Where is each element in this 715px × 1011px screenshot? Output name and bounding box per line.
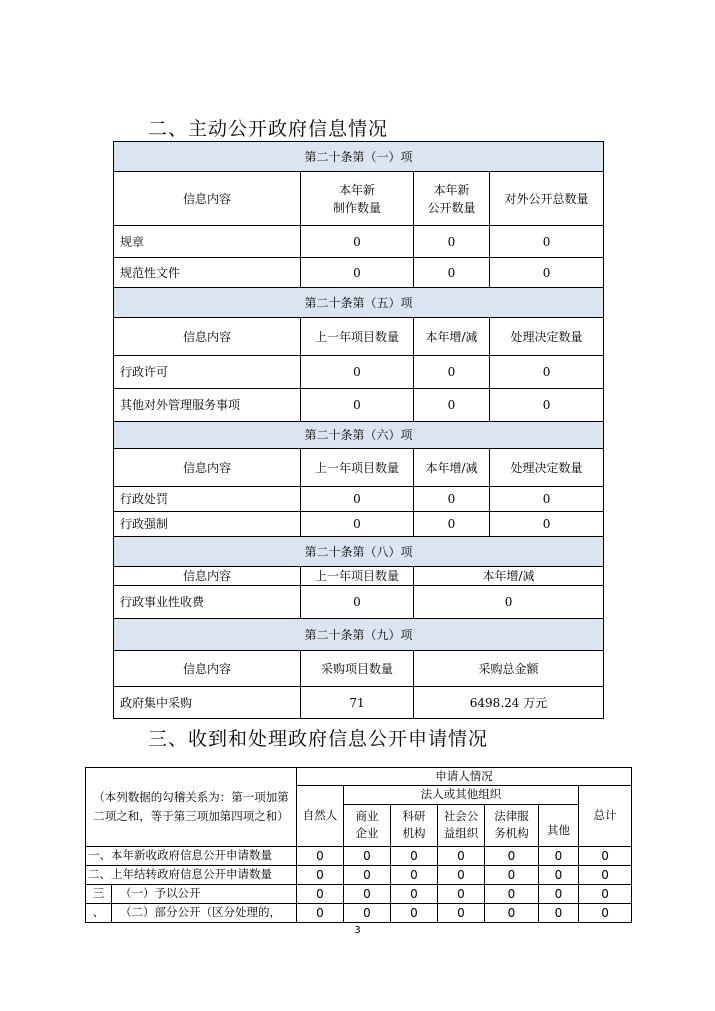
cell-value: 0 (414, 586, 604, 619)
col-header: 法律服 务机构 (485, 804, 539, 846)
cell-value: 0 (297, 846, 344, 865)
col-header: 信息内容 (114, 172, 301, 226)
application-statistics-table (85, 767, 632, 923)
section-2-title: 二、主动公开政府信息情况 (148, 118, 389, 140)
section-3-title: 三、收到和处理政府信息公开申请情况 (148, 728, 489, 750)
cell-value: 0 (539, 903, 579, 922)
cell-value: 0 (539, 884, 579, 903)
cell-value: 0 (391, 903, 438, 922)
proactive-disclosure-table (113, 141, 604, 719)
page-number: 3 (354, 925, 361, 936)
col-header: 上一年项目数量 (301, 567, 414, 586)
cell-value: 0 (301, 258, 414, 288)
cell-value: 0 (344, 884, 391, 903)
cell-value: 0 (301, 586, 414, 619)
cell-value: 0 (438, 846, 485, 865)
row-label: 行政事业性收费 (114, 586, 301, 619)
cell-value: 0 (301, 389, 414, 422)
cell-value: 0 (579, 884, 632, 903)
cell-value: 0 (297, 903, 344, 922)
row-label: 二、上年结转政府信息公开申请数量 (86, 865, 297, 884)
row-label: （二）部分公开（区分处理的， (112, 903, 297, 922)
col-header: 处理决定数量 (490, 318, 604, 356)
cell-value: 0 (490, 487, 604, 512)
row-label: 行政许可 (114, 356, 301, 389)
col-header: 本年增/减 (414, 318, 490, 356)
cell-value: 0 (391, 865, 438, 884)
cell-value: 0 (344, 846, 391, 865)
col-header: 上一年项目数量 (301, 318, 414, 356)
cell-value: 0 (301, 356, 414, 389)
cell-value: 0 (414, 226, 490, 258)
applicant-header: 申请人情况 (297, 768, 632, 786)
cell-value: 0 (301, 487, 414, 512)
row-label: 一、本年新收政府信息公开申请数量 (86, 846, 297, 865)
corner-note: （本列数据的勾稽关系为：第一项加第二项之和，等于第三项加第四项之和） (86, 768, 297, 847)
cell-value: 0 (579, 865, 632, 884)
legal-header: 法人或其他组织 (344, 786, 579, 804)
cell-value: 0 (391, 884, 438, 903)
col-header: 上一年项目数量 (301, 449, 414, 487)
col-header: 本年新 公开数量 (414, 172, 490, 226)
band-art1: 第二十条第（一）项 (114, 142, 604, 172)
col-header: 其他 (539, 804, 579, 846)
cell-value: 0 (579, 846, 632, 865)
col-header: 信息内容 (114, 651, 301, 687)
cell-value: 0 (301, 512, 414, 537)
col-header: 本年增/减 (414, 567, 604, 586)
row-label: 规范性文件 (114, 258, 301, 288)
cell-value: 0 (414, 356, 490, 389)
cell-value: 0 (438, 884, 485, 903)
row-label: 其他对外管理服务事项 (114, 389, 301, 422)
band-art8: 第二十条第（八）项 (114, 537, 604, 567)
cell-value: 0 (490, 258, 604, 288)
cell-value: 71 (301, 687, 414, 719)
cell-value: 0 (490, 226, 604, 258)
cell-value: 0 (414, 258, 490, 288)
col-header: 采购项目数量 (301, 651, 414, 687)
band-art9: 第二十条第（九）项 (114, 619, 604, 651)
cell-value: 0 (414, 487, 490, 512)
cell-value: 0 (301, 226, 414, 258)
natural-person-header: 自然人 (297, 786, 344, 846)
cell-value: 0 (485, 903, 539, 922)
cell-value: 0 (539, 865, 579, 884)
cell-value: 0 (490, 512, 604, 537)
cell-value: 0 (438, 865, 485, 884)
col-header: 商业 企业 (344, 804, 391, 846)
cell-value: 0 (391, 846, 438, 865)
cell-value: 0 (414, 512, 490, 537)
cell-value: 0 (490, 356, 604, 389)
col-header: 采购总金额 (414, 651, 604, 687)
row-label: 行政处罚 (114, 487, 301, 512)
col-header: 社会公 益组织 (438, 804, 485, 846)
cell-value: 0 (438, 903, 485, 922)
total-header: 总计 (579, 786, 632, 846)
cell-value: 0 (297, 865, 344, 884)
row-label: 规章 (114, 226, 301, 258)
row-side-label: 三 (86, 884, 112, 903)
row-label: 政府集中采购 (114, 687, 301, 719)
col-header: 信息内容 (114, 567, 301, 586)
cell-value: 0 (344, 865, 391, 884)
col-header: 信息内容 (114, 318, 301, 356)
cell-value: 0 (485, 865, 539, 884)
cell-value: 0 (297, 884, 344, 903)
cell-value: 0 (539, 846, 579, 865)
cell-value: 0 (485, 846, 539, 865)
row-label: （一）予以公开 (112, 884, 297, 903)
cell-value: 0 (485, 884, 539, 903)
col-header: 科研 机构 (391, 804, 438, 846)
col-header: 处理决定数量 (490, 449, 604, 487)
cell-value: 0 (579, 903, 632, 922)
cell-value: 6498.24 万元 (414, 687, 604, 719)
col-header: 信息内容 (114, 449, 301, 487)
band-art6: 第二十条第（六）项 (114, 422, 604, 449)
row-side-label: 、 (86, 903, 112, 922)
cell-value: 0 (414, 389, 490, 422)
cell-value: 0 (344, 903, 391, 922)
cell-value: 0 (490, 389, 604, 422)
col-header: 对外公开总数量 (490, 172, 604, 226)
band-art5: 第二十条第（五）项 (114, 288, 604, 318)
col-header: 本年增/减 (414, 449, 490, 487)
row-label: 行政强制 (114, 512, 301, 537)
col-header: 本年新 制作数量 (301, 172, 414, 226)
